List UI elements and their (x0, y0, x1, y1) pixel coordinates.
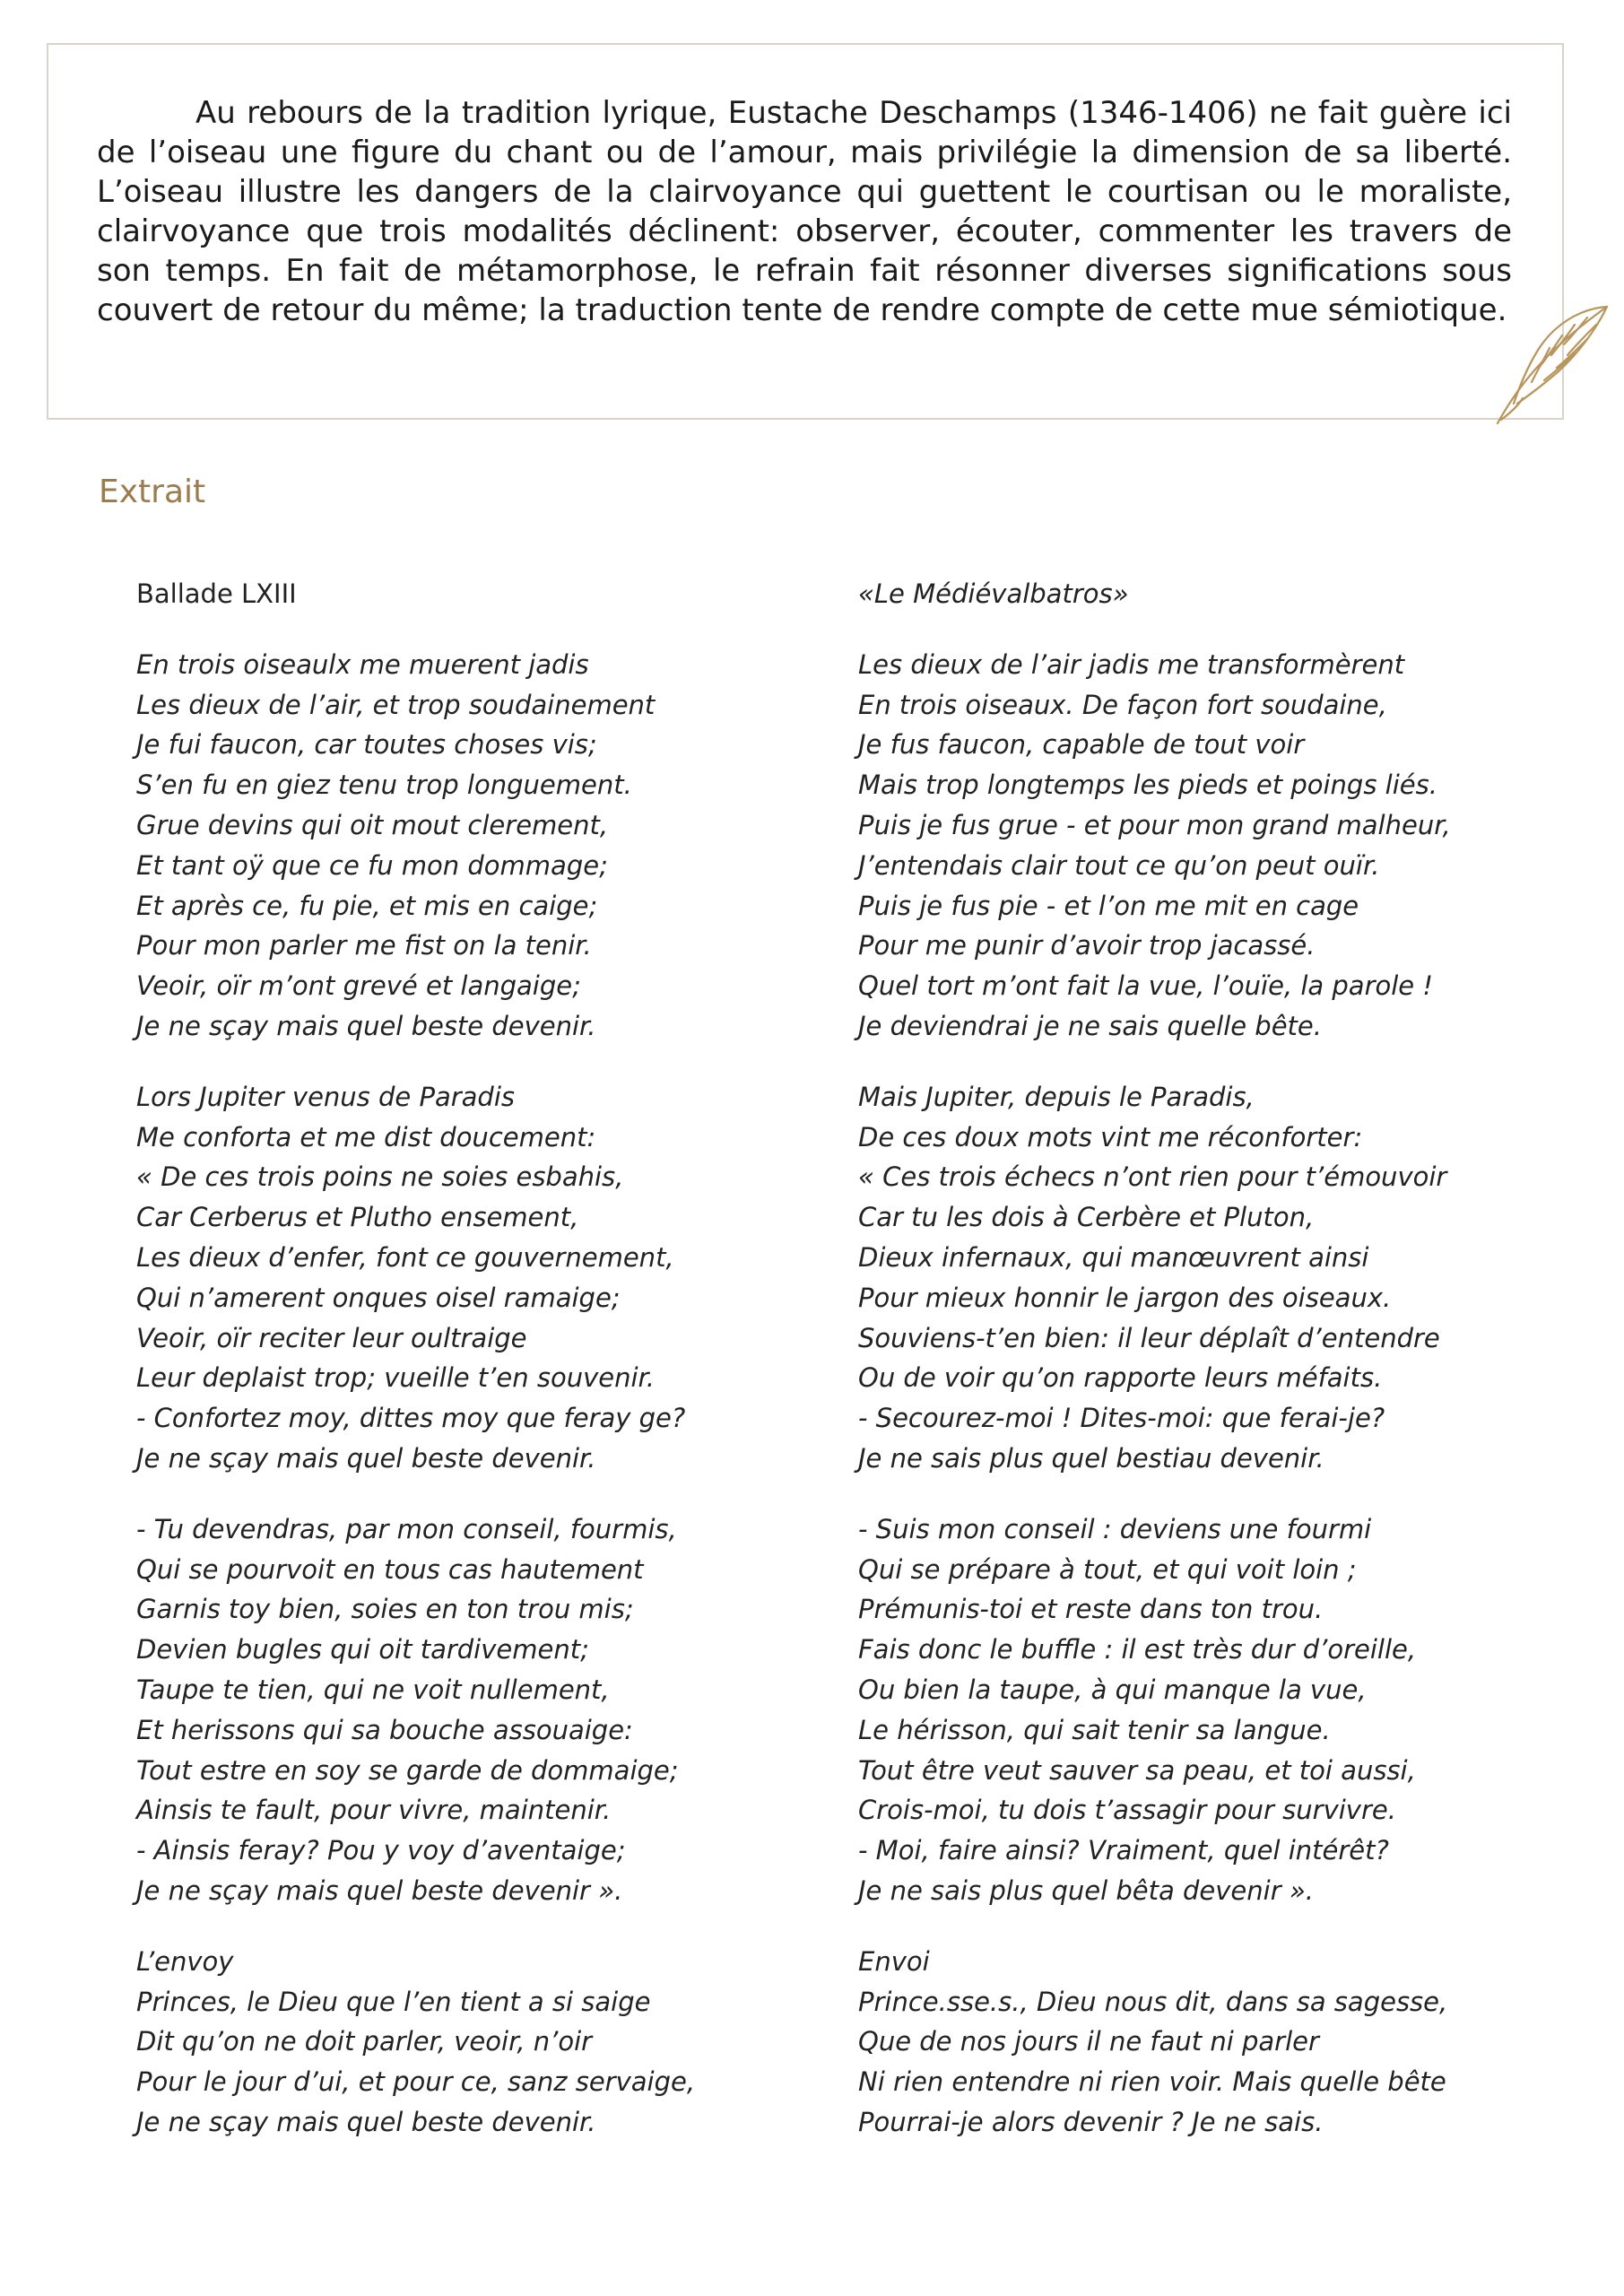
translation-poem-title: «Le Médiévalbatros» (858, 578, 1129, 609)
verse-line: Me conforta et me dist doucement: (136, 1121, 596, 1152)
verse-line: Ni rien entendre ni rien voir. Mais quelle bête (858, 2066, 1446, 2098)
verse-line: Tout être veut sauver sa peau, et toi aussi, (858, 1754, 1416, 1786)
verse-line: Ou de voir qu’on rapporte leurs méfaits. (858, 1362, 1383, 1394)
original-poem-column (136, 574, 818, 2173)
stanza (136, 1077, 818, 1479)
verse-line: Le hérisson, qui sait tenir sa langue. (858, 1714, 1331, 1745)
verse-line: Prémunis-toi et reste dans ton trou. (858, 1594, 1324, 1625)
verse-line: Princes, le Dieu que l’en tient a si saige (136, 1986, 651, 2017)
stanza (136, 645, 818, 1047)
verse-line: Pourrai-je alors devenir ? Je ne sais. (858, 2106, 1324, 2137)
verse-line: Souviens-t’en bien: il leur déplaît d’entendre (858, 1322, 1440, 1353)
verse-line: Puis je fus pie - et l’on me mit en cage (858, 890, 1359, 921)
verse-line: J’entendais clair tout ce qu’on peut ouïr. (858, 849, 1380, 881)
section-heading: Extrait (99, 474, 206, 510)
verse-line: - Secourez-moi ! Dites-moi: que ferai-je? (858, 1403, 1385, 1434)
verse-line: Mais Jupiter, depuis le Paradis, (858, 1081, 1255, 1112)
verse-line: Je ne sçay mais quel beste devenir. (136, 2106, 596, 2137)
verse-line: Qui se prépare à tout, et qui voit loin ; (858, 1553, 1357, 1585)
verse-line: Car tu les dois à Cerbère et Pluton, (858, 1202, 1315, 1233)
verse-line: Veoir, oïr reciter leur oultraige (136, 1322, 527, 1353)
verse-line: L’envoy (136, 1945, 234, 1977)
stanza (136, 1509, 818, 1911)
verse-line: Dit qu’on ne doit parler, veoir, n’oir (136, 2026, 593, 2057)
verse-line: Ou bien la taupe, à qui manque la vue, (858, 1674, 1367, 1705)
verse-line: Et herissons qui sa bouche assouaige: (136, 1714, 633, 1745)
verse-line: - Confortez moy, dittes moy que feray ge? (136, 1403, 686, 1434)
verse-line: Et après ce, fu pie, et mis en caige; (136, 890, 598, 921)
original-poem-title: Ballade LXIII (136, 578, 297, 609)
verse-line: De ces doux mots vint me réconforter: (858, 1121, 1363, 1152)
intro-paragraph: Au rebours de la tradition lyrique, Eustache Deschamps (1346-1406) ne fait guère ici de l’oiseau une figure du chant ou de l’amour, mais privilégie la dimension de sa liberté. L’oiseau illustre les dangers de la clairvoyance qui guettent le courtisan ou le moraliste, clairvoyance que trois modalités déclinent: observer, écouter, commenter les travers de son temps. En fait de métamorphose, le refrain fait résonner diverses significations sous couvert de retour du même; la traduction tente de rendre compte de cette mue sémiotique. (97, 95, 1512, 328)
verse-line: Les dieux de l’air, et trop soudainement (136, 689, 656, 720)
verse-line: Dieux infernaux, qui manœuvrent ainsi (858, 1241, 1369, 1273)
verse-line: Leur deplaist trop; vueille t’en souvenir. (136, 1362, 655, 1394)
verse-line: Tout estre en soy se garde de dommaige; (136, 1754, 679, 1786)
verse-line: Pour mon parler me fist on la tenir. (136, 930, 592, 961)
verse-line: Je ne sçay mais quel beste devenir ». (136, 1874, 623, 1906)
verse-line: Fais donc le buffle : il est très dur d’oreille, (858, 1634, 1417, 1665)
verse-line: Je ne sais plus quel bêta devenir ». (858, 1874, 1314, 1906)
verse-line: « Ces trois échecs n’ont rien pour t’émouvoir (858, 1161, 1447, 1193)
stanza (858, 1509, 1540, 1911)
quill-feather-icon (1481, 289, 1616, 432)
verse-line: Envoi (858, 1945, 930, 1977)
verse-line: Crois-moi, tu dois t’assagir pour survivre. (858, 1795, 1396, 1826)
verse-line: Qui n’amerent onques oisel ramaige; (136, 1282, 621, 1313)
verse-line: Quel tort m’ont fait la vue, l’ouïe, la parole ! (858, 970, 1433, 1002)
verse-line: Puis je fus grue - et pour mon grand malheur, (858, 809, 1451, 840)
verse-line: Qui se pourvoit en tous cas hautement (136, 1553, 644, 1585)
stanza (858, 645, 1540, 1047)
verse-line: Pour me punir d’avoir trop jacassé. (858, 930, 1316, 961)
verse-line: Devien bugles qui oit tardivement; (136, 1634, 589, 1665)
verse-line: Que de nos jours il ne faut ni parler (858, 2026, 1319, 2057)
verse-line: Pour mieux honnir le jargon des oiseaux. (858, 1282, 1392, 1313)
translation-poem-column (858, 574, 1540, 2173)
verse-line: Et tant oÿ que ce fu mon dommage; (136, 849, 608, 881)
verse-line: - Moi, faire ainsi? Vraiment, quel intérêt? (858, 1835, 1389, 1866)
verse-line: Je deviendrai je ne sais quelle bête. (858, 1010, 1322, 1041)
verse-line: S’en fu en giez tenu trop longuement. (136, 770, 632, 801)
verse-line: En trois oiseaux. De façon fort soudaine, (858, 689, 1387, 720)
verse-line: Ainsis te fault, pour vivre, maintenir. (136, 1795, 612, 1826)
verse-line: Je fus faucon, capable de tout voir (858, 729, 1305, 761)
verse-line: Taupe te tien, qui ne voit nullement, (136, 1674, 610, 1705)
verse-line: Je fui faucon, car toutes choses vis; (136, 729, 597, 761)
verse-line: « De ces trois poins ne soies esbahis, (136, 1161, 624, 1193)
verse-line: Garnis toy bien, soies en ton trou mis; (136, 1594, 634, 1625)
verse-line: Les dieux de l’air jadis me transformèrent (858, 648, 1405, 680)
verse-line: - Ainsis feray? Pou y voy d’aventaige; (136, 1835, 626, 1866)
verse-line: Pour le jour d’ui, et pour ce, sanz servaige, (136, 2066, 696, 2098)
verse-line: Car Cerberus et Plutho ensement, (136, 1202, 579, 1233)
stanza (858, 1942, 1540, 2143)
verse-line: Je ne sçay mais quel beste devenir. (136, 1442, 596, 1474)
stanza (136, 1942, 818, 2143)
verse-line: Lors Jupiter venus de Paradis (136, 1081, 515, 1112)
verse-line: En trois oiseaulx me muerent jadis (136, 648, 589, 680)
verse-line: - Tu devendras, par mon conseil, fourmis, (136, 1513, 677, 1544)
verse-line: Veoir, oïr m’ont grevé et langaige; (136, 970, 581, 1002)
verse-line: Les dieux d’enfer, font ce gouvernement, (136, 1241, 674, 1273)
verse-line: Je ne sçay mais quel beste devenir. (136, 1010, 596, 1041)
stanza (858, 1077, 1540, 1479)
verse-line: Prince.sse.s., Dieu nous dit, dans sa sagesse, (858, 1986, 1448, 2017)
verse-line: - Suis mon conseil : deviens une fourmi (858, 1513, 1372, 1544)
verse-line: Mais trop longtemps les pieds et poings liés. (858, 770, 1437, 801)
verse-line: Grue devins qui oit mout clerement, (136, 809, 609, 840)
verse-line: Je ne sais plus quel bestiau devenir. (858, 1442, 1324, 1474)
